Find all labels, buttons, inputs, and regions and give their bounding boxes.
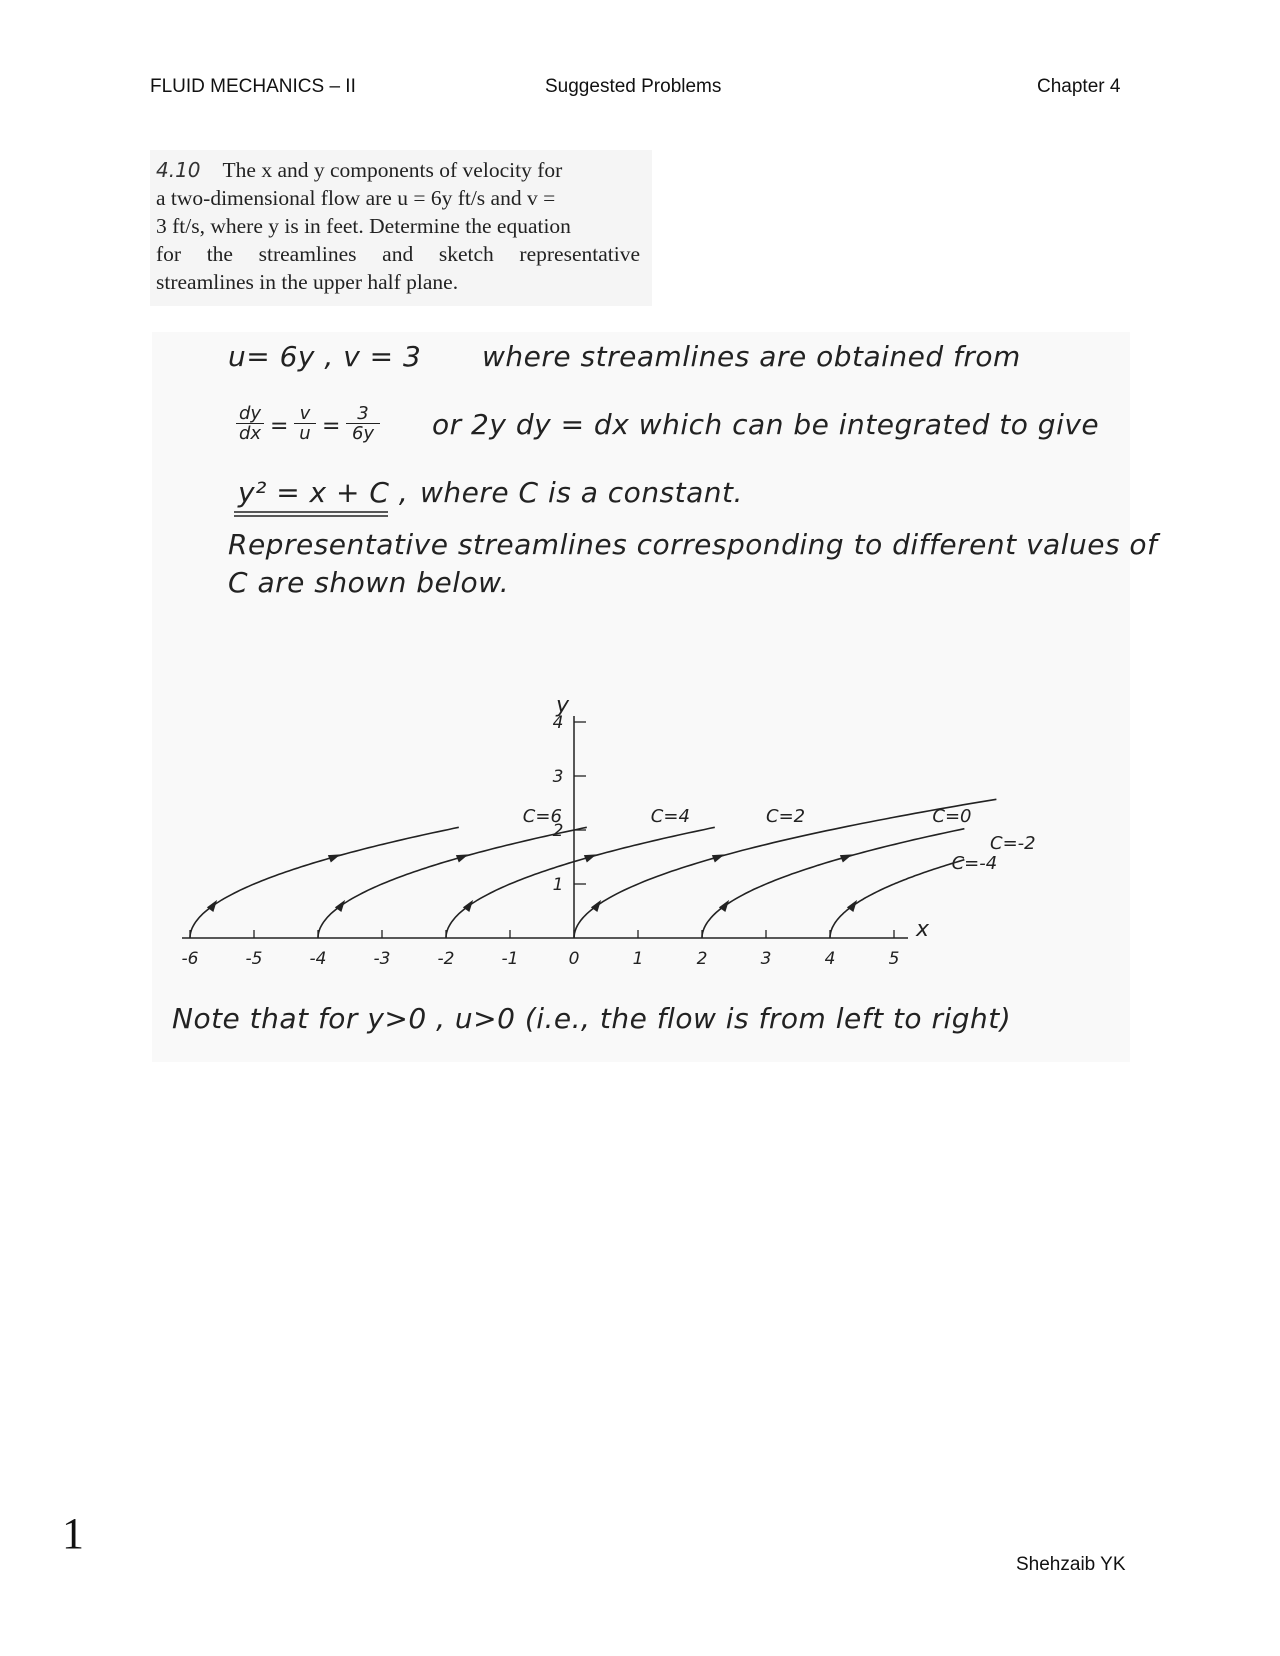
x-tick-label-2: 2 (696, 949, 708, 969)
x-tick-label-4: 4 (824, 949, 836, 969)
fraction-3-6y: $\frac{3}{6y}$ (346, 404, 380, 443)
problem-line-5: streamlines in the upper half plane. (156, 270, 459, 294)
streamline-arrow-C=6 (207, 900, 217, 912)
streamline-label-C=2: C=2 (766, 805, 806, 827)
streamline-arrow-C=-2 (719, 900, 729, 912)
x-tick-label-3: 3 (760, 949, 772, 969)
problem-line-4: for the streamlines and sketch representative (156, 242, 640, 266)
equation-note: where C is a constant. (420, 476, 743, 509)
y-tick-label-3: 3 (552, 767, 564, 787)
x-tick-label--2: -2 (437, 949, 455, 969)
y-tick-label-4: 4 (552, 713, 564, 733)
fraction-dy-dx: $\frac{dy}{dx}$ (236, 404, 264, 443)
solution-integration: or 2y dy = dx which can be integrated to give (432, 408, 1100, 441)
streamline-arrow-C=0 (591, 900, 601, 912)
streamline-label-C=-4: C=-4 (951, 852, 998, 874)
problem-line-3: 3 ft/s, where y is in feet. Determine the equation (156, 214, 571, 238)
y-tick-label-1: 1 (552, 875, 564, 895)
streamline-arrow-C=-4 (847, 900, 857, 912)
header-section-title: Suggested Problems (545, 76, 722, 97)
header-chapter: Chapter 4 (1037, 76, 1121, 97)
streamline-arrow2-C=2 (584, 854, 597, 862)
equals-sign-1: = (270, 414, 289, 439)
x-tick-label-0: 0 (568, 949, 580, 969)
equals-sign-2: = (322, 414, 341, 439)
streamline-arrow-C=4 (335, 900, 345, 912)
x-tick-label-5: 5 (888, 949, 900, 969)
streamline-label-C=4: C=4 (650, 805, 690, 827)
streamline-label-C=-2: C=-2 (990, 832, 1036, 854)
streamline-arrow2-C=4 (456, 854, 469, 862)
streamline-label-C=0: C=0 (932, 805, 972, 827)
solution-velocity: u= 6y , v = 3 (228, 340, 422, 373)
header-course-title: FLUID MECHANICS – II (150, 76, 356, 97)
x-axis-label: x (916, 917, 930, 942)
x-tick-label--3: -3 (373, 949, 391, 969)
streamline-arrow2-C=0 (712, 854, 725, 862)
streamline-arrow2-C=6 (328, 854, 341, 862)
x-tick-label--1: -1 (501, 949, 519, 969)
flow-direction-note: Note that for y>0 , u>0 (i.e., the flow is from left to right) (172, 1002, 1012, 1035)
y-axis-label: y (556, 693, 570, 718)
streamline-label-C=6: C=6 (522, 805, 562, 827)
x-tick-label--5: -5 (245, 949, 263, 969)
streamline-arrow2-C=-2 (840, 854, 853, 862)
x-tick-label--6: -6 (181, 949, 199, 969)
streamline-C=-4 (830, 860, 964, 938)
author-name: Shehzaib YK (1016, 1554, 1126, 1575)
problem-line-2: a two-dimensional flow are u = 6y ft/s and v = (156, 186, 556, 210)
problem-number: 4.10 (156, 158, 201, 182)
problem-line-1: The x and y components of velocity for (222, 158, 563, 182)
y-tick-label-2: 2 (552, 821, 564, 841)
streamline-arrow-C=2 (463, 900, 473, 912)
x-tick-label-1: 1 (632, 949, 644, 969)
solution-text-line-5: C are shown below. (228, 566, 510, 599)
solution-intro: where streamlines are obtained from (482, 340, 1021, 373)
solution-text-line-4: Representative streamlines corresponding to different values of (228, 528, 1158, 561)
streamline-equation: y² = x + C , (238, 476, 409, 509)
x-tick-label--4: -4 (309, 949, 327, 969)
page-number: 1 (62, 1509, 84, 1558)
fraction-v-u: $\frac{v}{u}$ (294, 404, 316, 443)
